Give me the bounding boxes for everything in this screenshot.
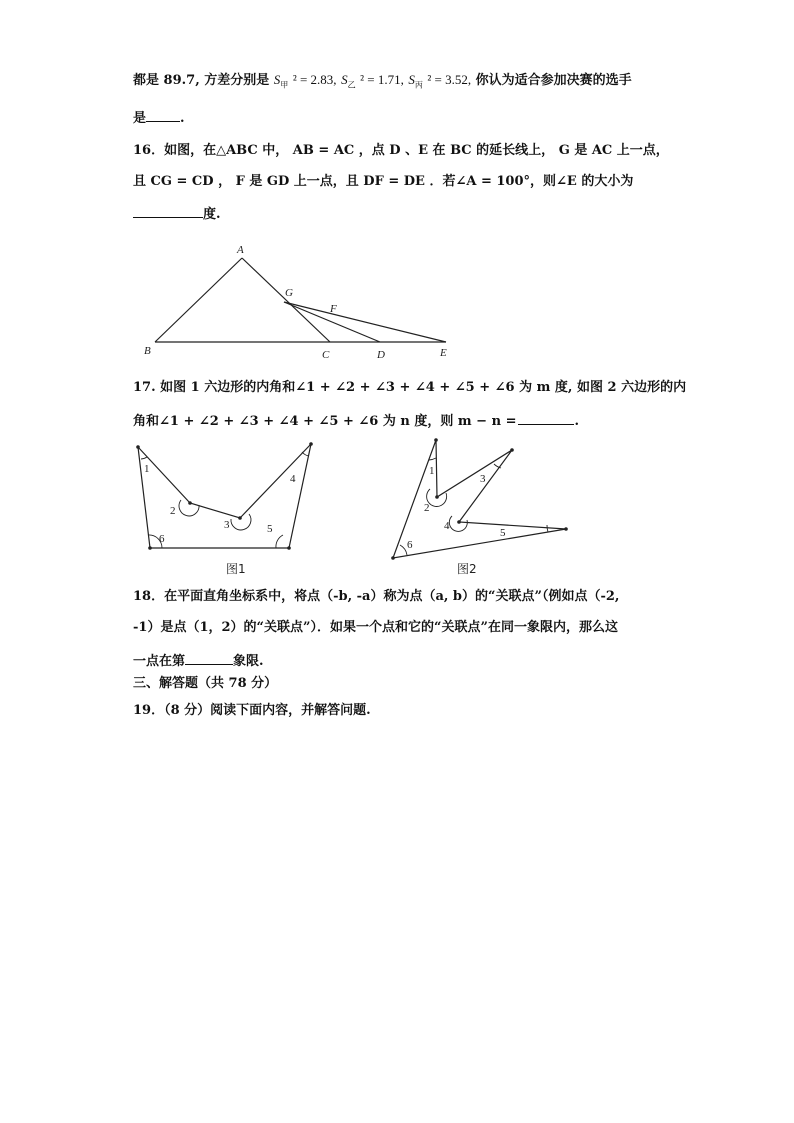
q16-triangle-figure: [0, 238, 794, 368]
fig1-angle-5: 5: [267, 523, 273, 535]
q15-answer-prefix: 是: [133, 111, 147, 126]
fig1-angle-4: 4: [290, 473, 296, 485]
q16-unit: 度.: [203, 207, 221, 222]
figure-1-caption: 图1: [226, 562, 246, 576]
q19-line1: 19．（8 分）阅读下面内容，并解答问题.: [133, 703, 371, 718]
q18-line3: [133, 651, 264, 670]
label-g: G: [285, 287, 293, 299]
variance-yi: ² = 1.71,: [360, 72, 404, 87]
q18-line2: -1）是点（1，2）的“关联点”）．如果一个点和它的“关联点”在同一象限内，那么这: [133, 620, 618, 635]
fig1-angle-3: 3: [224, 519, 230, 531]
variance-jia: ² = 2.83,: [292, 72, 337, 87]
q17-answer-blank[interactable]: [518, 411, 574, 425]
q17-period: .: [574, 414, 580, 429]
q17-line2: [133, 411, 579, 430]
label-c: C: [322, 349, 330, 361]
label-f: F: [330, 303, 337, 315]
fig2-angle-1: 1: [429, 465, 435, 477]
fig1-angle-6: 6: [159, 533, 165, 545]
fig2-angle-2: 2: [424, 502, 430, 514]
q18-line1: 18．在平面直角坐标系中，将点（-b, -a）称为点（a, b）的“关联点”（例如点（-2,: [133, 589, 620, 604]
fig2-angle-6: 6: [407, 539, 413, 551]
q18-suffix: 象限.: [233, 654, 264, 669]
s-yi: $S_乙$: [341, 72, 356, 90]
q15-line2: [133, 108, 185, 127]
figure-2-caption: 图2: [457, 562, 477, 576]
q16-answer-blank[interactable]: [133, 204, 203, 218]
q16-line3: [133, 204, 221, 223]
q16-line1: 16．如图，在△ABC 中， AB = AC ，点 D 、E 在 BC 的延长线上， G 是 AC 上一点，: [133, 143, 669, 158]
label-b: B: [144, 345, 151, 357]
q15-answer-blank[interactable]: [146, 108, 180, 122]
s-bing: $S_丙$: [408, 72, 423, 90]
q18-answer-blank[interactable]: [185, 651, 233, 665]
q18-text: 一点在第: [133, 654, 186, 669]
fig1-angle-1: 1: [144, 463, 150, 475]
label-e: E: [440, 347, 447, 359]
s-jia: $S_甲$: [273, 72, 289, 90]
side-ac: [242, 258, 330, 342]
fig1-angle-2: 2: [170, 505, 176, 517]
variance-bing: ² = 3.52,: [427, 72, 472, 87]
q15-line1: [133, 72, 632, 94]
label-a: A: [237, 244, 244, 256]
q15-period: .: [180, 111, 185, 126]
section-title: 三、解答题（共 78 分）: [133, 676, 278, 691]
fig2-angle-4: 4: [444, 520, 450, 532]
q15-question: 你认为适合参加决赛的选手: [475, 73, 632, 88]
figure-1-hexagon: [136, 442, 313, 576]
q17-text: 角和∠1 + ∠2 + ∠3 + ∠4 + ∠5 + ∠6 为 n 度，则 m − n =: [133, 414, 517, 429]
q17-line1: 17. 如图 1 六边形的内角和∠1 + ∠2 + ∠3 + ∠4 + ∠5 + ∠6 为 m 度, 如图 2 六边形的内: [133, 380, 687, 395]
fig2-angle-5: 5: [500, 527, 506, 539]
side-ab: [155, 258, 242, 342]
q15-text: 都是 89.7, 方差分别是: [133, 73, 270, 88]
q16-line2: 且 CG = CD ， F 是 GD 上一点，且 DF = DE ．若∠A = 100°，则∠E 的大小为: [133, 174, 634, 189]
label-d: D: [377, 349, 385, 361]
fig2-angle-3: 3: [480, 473, 486, 485]
q17-figures: [0, 432, 794, 582]
figure-2-hexagon: [391, 438, 568, 576]
